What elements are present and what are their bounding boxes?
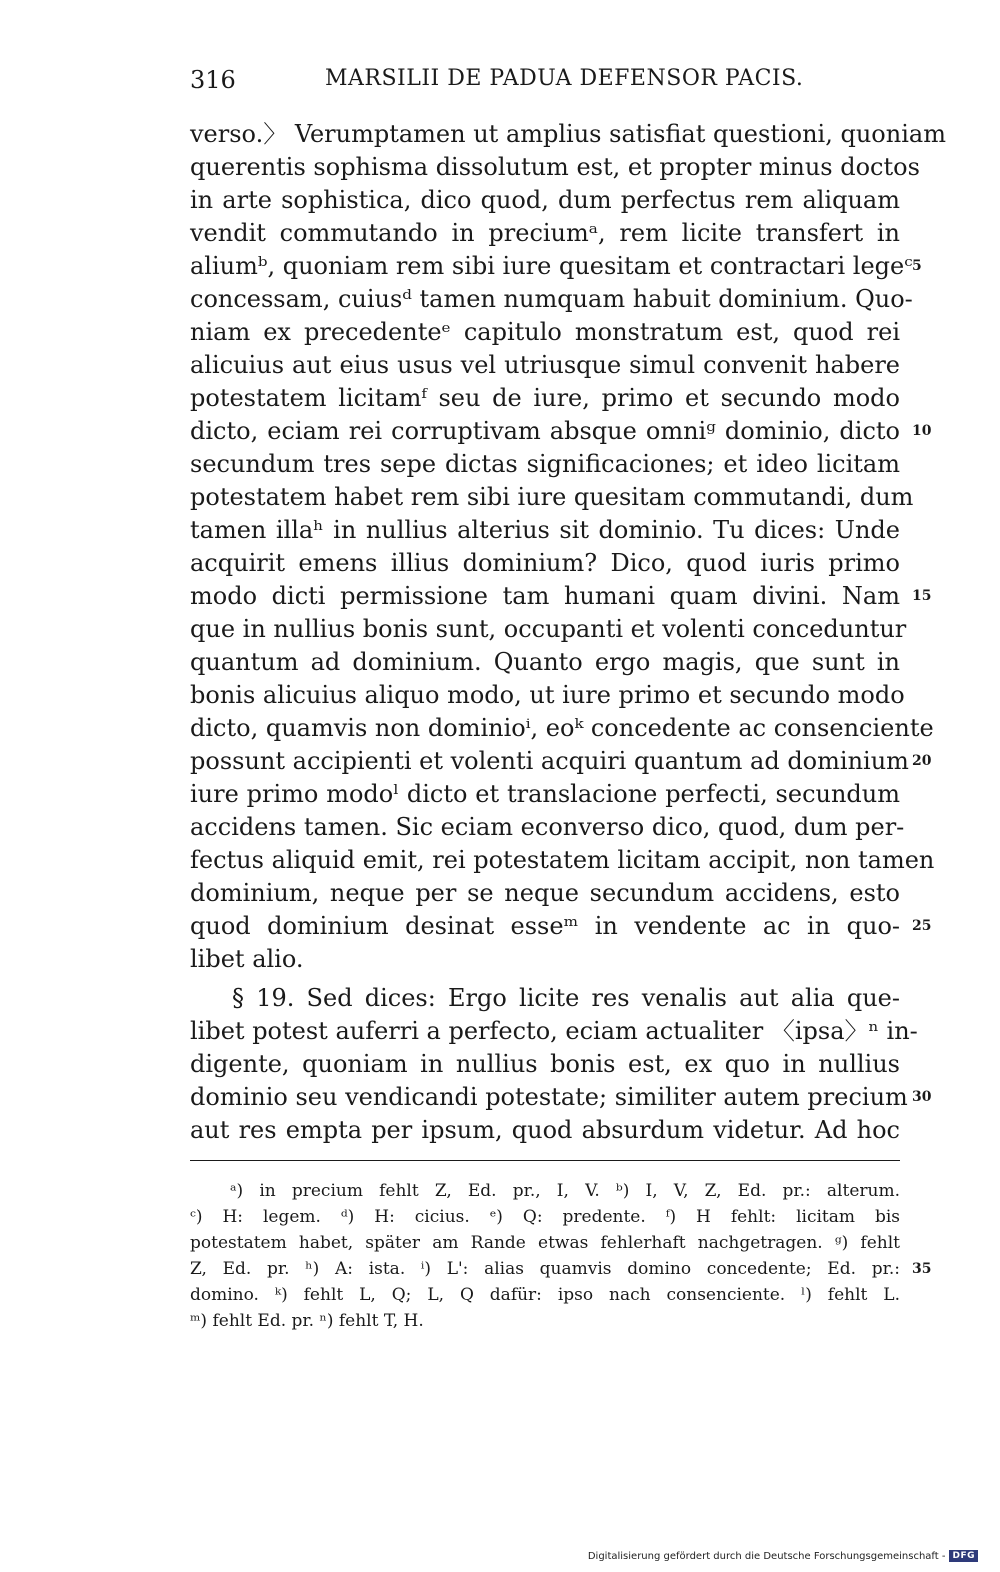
footnote-line: Z, Ed. pr. ʰ) A: ista. ⁱ) L': alias quamvis domino concedente; Ed. pr.: (190, 1259, 900, 1279)
dfg-logo: DFG (949, 1550, 978, 1562)
digitization-text: Digitalisierung gefördert durch die Deutsche Forschungsgemeinschaft - (587, 1550, 946, 1562)
text-line: tamen illaʰ in nullius alterius sit dominio. Tu dices: Unde (190, 516, 900, 544)
page-header (190, 66, 900, 102)
line-number: 35 (912, 1261, 932, 1277)
text-line: dicto, eciam rei corruptivam absque omniᵍ dominio, dicto (190, 417, 900, 445)
footnote-line: ᶜ) H: legem. ᵈ) H: cicius. ᵉ) Q: predente. ᶠ) H fehlt: licitam bis (190, 1207, 900, 1227)
text-line: vendit commutando in preciumᵃ, rem licite transfert in (190, 219, 900, 247)
text-line: libet alio. (190, 945, 304, 973)
text-line: quantum ad dominium. Quanto ergo magis, que sunt in (190, 648, 900, 676)
section-19-start: § 19. Sed dices: Ergo licite res venalis aut alia que- (232, 984, 900, 1012)
text-line: libet potest auferri a perfecto, eciam actualiter 〈ipsa〉ⁿ in- (190, 1017, 918, 1045)
text-line: querentis sophisma dissolutum est, et propter minus doctos (190, 153, 920, 181)
line-number: 20 (912, 753, 932, 769)
text-line: concessam, cuiusᵈ tamen numquam habuit dominium. Quo- (190, 285, 913, 313)
footnote-line: ᵐ) fehlt Ed. pr. ⁿ) fehlt T, H. (190, 1311, 424, 1331)
running-head: MARSILII DE PADUA DEFENSOR PACIS. (325, 66, 804, 91)
text-line: quod dominium desinat esseᵐ in vendente ac in quo- (190, 912, 900, 940)
text-line: digente, quoniam in nullius bonis est, ex quo in nullius (190, 1050, 900, 1078)
digitization-notice (588, 1550, 978, 1562)
text-line: dominium, neque per se neque secundum accidens, esto (190, 879, 900, 907)
footnote-line: potestatem habet, später am Rande etwas fehlerhaft nachgetragen. ᵍ) fehlt (190, 1233, 900, 1253)
text-line: potestatem licitamᶠ seu de iure, primo et secundo modo (190, 384, 900, 412)
footnote-line: ᵃ) in precium fehlt Z, Ed. pr., I, V. ᵇ) I, V, Z, Ed. pr.: alterum. (230, 1181, 900, 1201)
text-line: verso.〉 Verumptamen ut amplius satisfiat questioni, quoniam (190, 120, 946, 148)
footnote-line: domino. ᵏ) fehlt L, Q; L, Q dafür: ipso nach consenciente. ˡ) fehlt L. (190, 1285, 900, 1305)
text-line: alicuius aut eius usus vel utriusque simul convenit habere (190, 351, 900, 379)
text-line: possunt accipienti et volenti acquiri quantum ad dominium (190, 747, 909, 775)
text-line: fectus aliquid emit, rei potestatem licitam accipit, non tamen (190, 846, 935, 874)
text-line: dicto, quamvis non dominioⁱ, eoᵏ concedente ac consenciente (190, 714, 934, 742)
line-number: 30 (912, 1089, 932, 1105)
text-line: iure primo modoˡ dicto et translacione perfecti, secundum (190, 780, 900, 808)
text-line: bonis alicuius aliquo modo, ut iure primo et secundo modo (190, 681, 905, 709)
line-number: 5 (912, 258, 922, 274)
text-line: secundum tres sepe dictas significaciones; et ideo licitam (190, 450, 900, 478)
line-number: 15 (912, 588, 932, 604)
text-line: modo dicti permissione tam humani quam divini. Nam (190, 582, 900, 610)
page-number: 316 (190, 66, 236, 94)
text-line: dominio seu vendicandi potestate; similiter autem precium (190, 1083, 908, 1111)
text-line: que in nullius bonis sunt, occupanti et volenti conceduntur (190, 615, 907, 643)
line-number: 10 (912, 423, 932, 439)
text-line: acquirit emens illius dominium? Dico, quod iuris primo (190, 549, 900, 577)
footnote-divider (190, 1160, 900, 1161)
line-number: 25 (912, 918, 932, 934)
text-line: aliumᵇ, quoniam rem sibi iure quesitam et contractari legeᶜ (190, 252, 913, 280)
text-line: accidens tamen. Sic eciam econverso dico, quod, dum per- (190, 813, 905, 841)
text-line: aut res empta per ipsum, quod absurdum videtur. Ad hoc (190, 1116, 900, 1144)
text-line: in arte sophistica, dico quod, dum perfectus rem aliquam (190, 186, 900, 214)
text-line: potestatem habet rem sibi iure quesitam commutandi, dum (190, 483, 914, 511)
text-line: niam ex precedenteᵉ capitulo monstratum est, quod rei (190, 318, 900, 346)
